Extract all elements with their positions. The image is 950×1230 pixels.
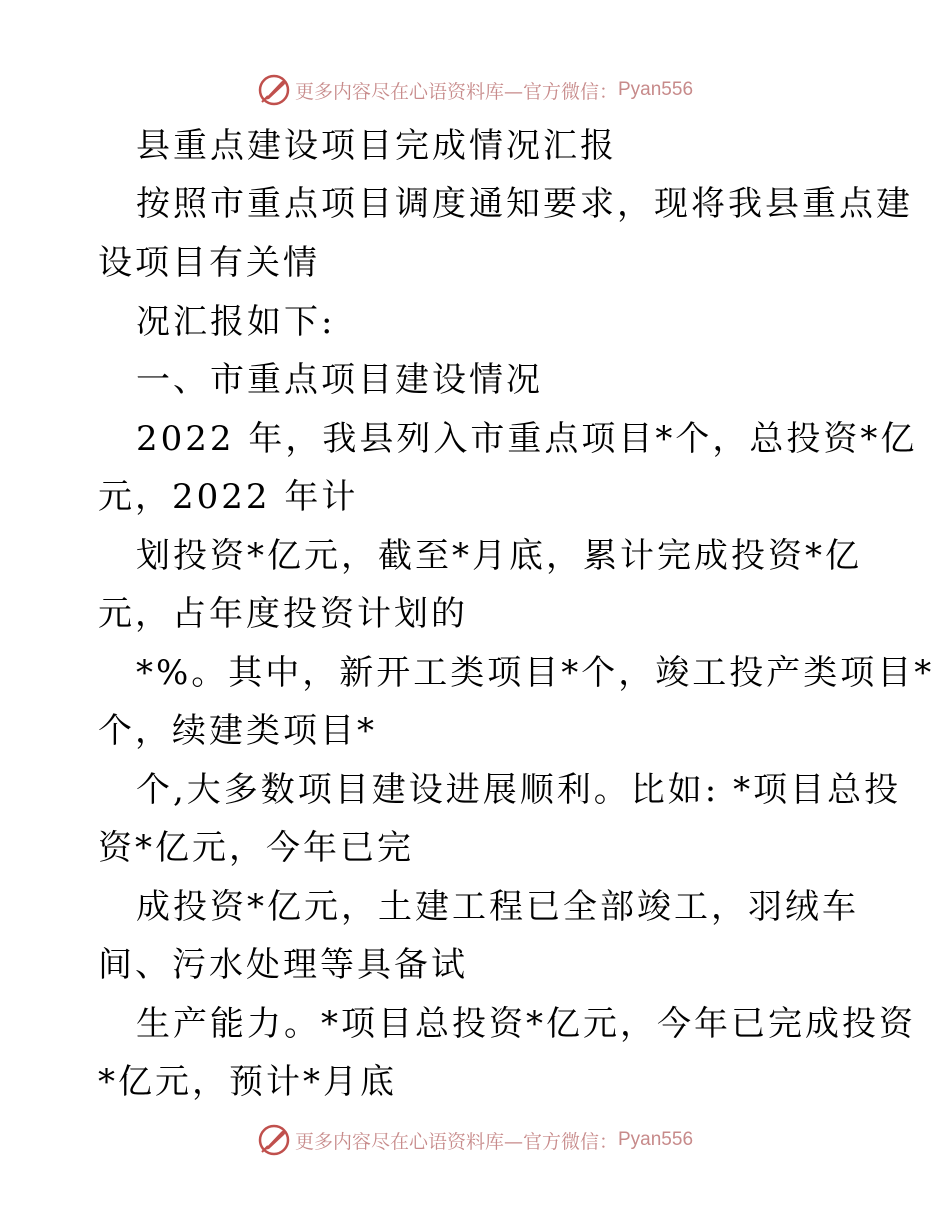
paragraph-line: 资*亿元，今年已完 bbox=[98, 828, 414, 868]
paragraph-line: 设项目有关情 bbox=[98, 243, 320, 283]
paragraph-line: 个,大多数项目建设进展顺利。比如: *项目总投 bbox=[136, 770, 902, 810]
paragraph-line: *亿元，预计*月底 bbox=[98, 1062, 397, 1102]
paragraph-line: 划投资*亿元，截至*月底，累计完成投资*亿 bbox=[136, 536, 862, 576]
footer-watermark bbox=[0, 1120, 950, 1160]
paragraph-line: 间、污水处理等具备试 bbox=[98, 945, 468, 985]
paragraph-line: 个，续建类项目* bbox=[98, 711, 377, 751]
feather-logo-icon bbox=[257, 1123, 291, 1157]
paragraph-line: 2022 年，我县列入市重点项目*个，总投资*亿 bbox=[136, 419, 918, 459]
watermark-wechat-id: Pyan556 bbox=[618, 79, 694, 100]
watermark-text: 更多内容尽在心语资料库—官方微信： bbox=[294, 1130, 618, 1153]
watermark-text: 更多内容尽在心语资料库—官方微信： bbox=[294, 80, 618, 103]
feather-logo-icon bbox=[257, 73, 291, 107]
header-watermark bbox=[0, 70, 950, 110]
paragraph-line: *%。其中，新开工类项目*个，竣工投产类项目* bbox=[136, 653, 935, 693]
document-title: 县重点建设项目完成情况汇报 bbox=[136, 126, 617, 166]
paragraph-line: 成投资*亿元，土建工程已全部竣工，羽绒车 bbox=[136, 887, 859, 927]
paragraph-line: 按照市重点项目调度通知要求，现将我县重点建 bbox=[136, 184, 913, 224]
paragraph-line: 元，2022 年计 bbox=[98, 477, 359, 517]
section-heading: 一、市重点项目建设情况 bbox=[136, 360, 543, 400]
watermark-wechat-id: Pyan556 bbox=[618, 1129, 694, 1150]
paragraph-line: 况汇报如下: bbox=[136, 302, 336, 342]
paragraph-line: 元，占年度投资计划的 bbox=[98, 594, 468, 634]
paragraph-line: 生产能力。*项目总投资*亿元，今年已完成投资 bbox=[136, 1004, 916, 1044]
